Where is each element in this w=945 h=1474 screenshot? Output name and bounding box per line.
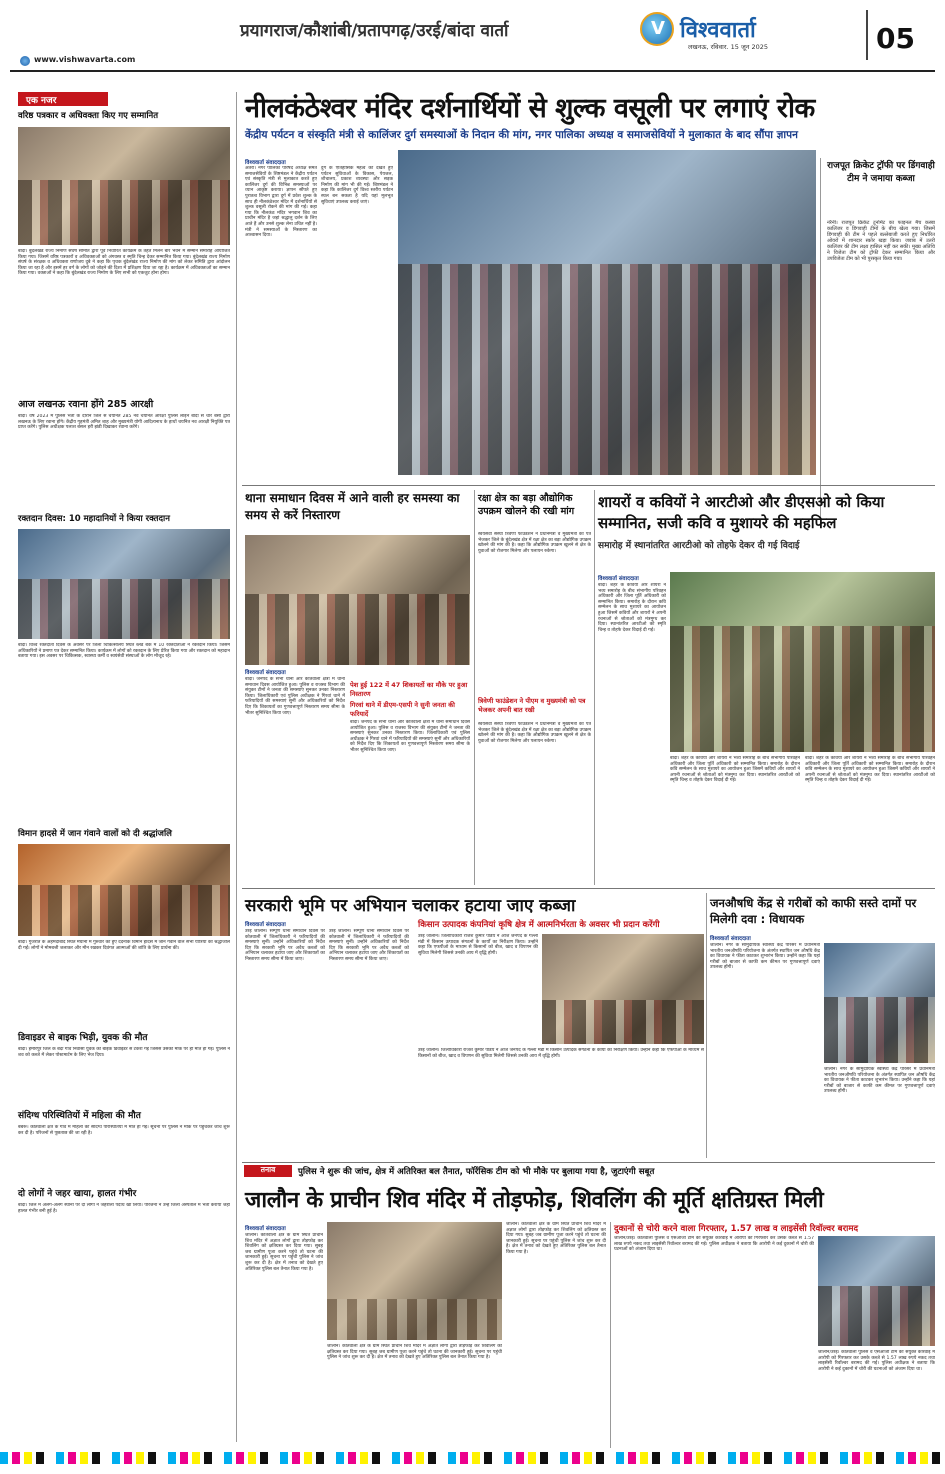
masthead [0,0,945,72]
poets-byline: विश्ववार्ता संवाददाता [598,576,639,582]
left-t4: बांदा। गुजरात के अहमदाबाद स्थित मेघानी में गुरुवार को हुए दर्दनाक विमान हादसे में जान गंवाने वाले सभी यात्रियों को श्रद्धांजलि दी गई। लोगों ने मोमबत्ती जलाकर और मौन रखकर दिवंगत आत्माओं की शांति के लिए प्रार्थना की। [18,940,230,951]
press-award-photo [18,127,230,245]
left-t2: बांदा। वर्ष 2023 में पुलिस भर्ती के दौरान जिले से चयनित 285 नव चयनित आरक्षी पुलिस लाइन बांदा से चार बसों द्वारा लखनऊ के लिए रवाना होंगे। केंद्रीय गृहमंत्री अमित शाह और मुख्यमंत्री योगी आदित्यनाथ के हाथों चयनित नव आरक्षी नियुक्ति पत्र प्राप्त करेंगे। पुलिस अधीक्षक पलाश बंसल हरी झंडी दिखाकर रवाना करेंगे। [18,414,230,431]
brand-name: विश्ववार्ता [680,18,756,43]
cricket-body: नरैनी। राजपूत क्रिकेट टूर्नामेंट का फाइनल मैच कस्बा कालिंजर व डिंगवाही टीमों के बीच खेला गया। जिसमें डिंगवाही की टीम ने पहले बल्लेबाजी करते हुए निर्धारित ओवरों में शानदार स्कोर खड़ा किया। जवाब में उतरी कालिंजर की टीम लक्ष्य हासिल नहीं कर सकी। मुख्य अतिथि ने विजेता टीम को ट्रॉफी देकर सम्मानित किया और उपविजेता टीम को भी पुरस्कृत किया गया। [827,220,935,262]
place-date: लखनऊ, रविवार. 15 जून 2025 [688,43,768,51]
brand-logo-icon: V [640,12,674,46]
encroach-body-2: उरई जालौन। सम्पूर्ण थाना समाधान दिवस पर कोतवाली में जिलाधिकारी ने फरियादियों की समस्याएं सुनीं। उन्होंने अधिकारियों को निर्देश दिए कि सरकारी भूमि पर अवैध कब्जों को अभियान चलाकर हटाया जाए और शिकायतों का निस्तारण समय सीमा में किया जाए। [329,929,409,962]
theft-headline: दुकानों से चोरी करने वाला गिरफ्तार, 1.57 लाख व लाइसेंसी रिवॉल्वर बरामद [614,1224,859,1234]
thana-byline: विश्ववार्ता संवाददाता [245,670,286,676]
jan-body-2: जालौन। नगर के सामुदायिक स्वास्थ्य केंद्र परिसर में प्रधानमंत्री भारतीय जनऔषधि परियोजना के अंतर्गत स्थापित जन औषधि केंद्र का विधायक ने फीता काटकर शुभारंभ किया। उन्होंने कहा कि यहां गरीबों को बाजार से काफी कम कीमत पर गुणवत्तापूर्ण दवाएं उपलब्ध होंगी। [824,1067,935,1095]
globe-icon [20,56,30,66]
left-t7: बांदा। जिले में अलग-अलग स्थानों पर दो लोगों ने जहरीला पदार्थ खा लिया। परिजनों ने उन्हें जिला अस्पताल में भर्ती कराया जहां हालत गंभीर बनी हुई है। [18,1203,230,1214]
temple-body-3: जालौन। कोतवाली क्षेत्र के ग्राम स्थित प्राचीन शिव मंदिर में अज्ञात लोगों द्वारा तोड़फोड़ कर शिवलिंग को क्षतिग्रस्त कर दिया गया। सुबह जब ग्रामीण पूजा करने पहुंचे तो घटना की जानकारी हुई। सूचना पर पहुंची पुलिस ने जांच शुरू कर दी है। क्षेत्र में तनाव को देखते हुए अतिरिक्त पुलिस बल तैनात किया गया है। [506,1222,606,1255]
temple-kicker-bar [242,1162,935,1178]
poets-subhead: समारोह में स्थानांतरित आरटीओ को तोहफे देकर दी गई विदाई [598,541,800,551]
industry-body: स्वयंसेवी संस्था त्रिवेणी फाउंडेशन ने प्रधानमंत्री व मुख्यमंत्री को पत्र भेजकर जिले के बुंदेलखंड क्षेत्र में रक्षा क्षेत्र का बड़ा औद्योगिक उपक्रम खोलने की मांग की है। कहा कि औद्योगिक उपक्रम खुलने से क्षेत्र के युवाओं को रोजगार मिलेगा और पलायन रुकेगा। [478,532,591,554]
website-url[interactable]: www.vishwavarta.com [34,55,136,64]
poets-body-2: बांदा। शहर के कवियों और शायरों ने भव्य समारोह के बीच संभागीय परिवहन अधिकारी और जिला पूर्ति अधिकारी को सम्मानित किया। समारोह के दौरान कवि सम्मेलन के साथ मुशायरे का आयोजन हुआ जिसमें कवियों और शायरों ने अपनी रचनाओं से श्रोताओं को मंत्रमुग्ध कर दिया। स्थानांतरित आरटीओ को स्मृति चिन्ह व तोहफे देकर विदाई दी गई। [670,756,800,784]
encroach-body: उरई जालौन। सम्पूर्ण थाना समाधान दिवस पर कोतवाली में जिलाधिकारी ने फरियादियों की समस्याएं सुनीं। उन्होंने अधिकारियों को निर्देश दिए कि सरकारी भूमि पर अवैध कब्जों को अभियान चलाकर हटाया जाए और शिकायतों का निस्तारण समय सीमा में किया जाए। [245,929,325,962]
poets-body: बांदा। शहर के कवियों और शायरों ने भव्य समारोह के बीच संभागीय परिवहन अधिकारी और जिला पूर्ति अधिकारी को सम्मानित किया। समारोह के दौरान कवि सम्मेलन के साथ मुशायरे का आयोजन हुआ जिसमें कवियों और शायरों ने अपनी रचनाओं से श्रोताओं को मंत्रमुग्ध कर दिया। स्थानांतरित आरटीओ को स्मृति चिन्ह व तोहफे देकर विदाई दी गई। [598,583,666,633]
industry-headline: रक्षा क्षेत्र का बड़ा औद्योगिक उपक्रम खोलने की रखी मांग [478,493,575,517]
lead-body-2: दुर्ग के ऐतिहासिक महत्व को देखते हुए पर्यटन सुविधाओं के विकास, पेयजल, शौचालय, प्रकाश व्यवस्था और सड़क निर्माण की मांग भी की गई। शिष्टमंडल ने कहा कि कालिंजर दुर्ग विश्व स्तरीय पर्यटन स्थल बन सकता है यदि यहां मूलभूत सुविधाएं उपलब्ध कराई जाएं। [321,166,393,205]
left-column [18,92,230,1447]
lead-headline: नीलकंठेश्वर मंदिर दर्शनार्थियों से शुल्क वसूली पर लगाएं रोक [245,93,815,124]
left-h4: विमान हादसे में जान गंवाने वालों को दी श्रद्धांजलि [18,829,172,839]
industry-body-2: स्वयंसेवी संस्था त्रिवेणी फाउंडेशन ने प्रधानमंत्री व मुख्यमंत्री को पत्र भेजकर जिले के बुंदेलखंड क्षेत्र में रक्षा क्षेत्र का बड़ा औद्योगिक उपक्रम खोलने की मांग की है। कहा कि औद्योगिक उपक्रम खुलने से क्षेत्र के युवाओं को रोजगार मिलेगा और पलायन रुकेगा। [478,722,591,744]
farmers-body-2: उरई जालौन। जिलाधिकारी राजेश कुमार पांडेय ने आज जनपद के गल्ला मंडी में किसान उत्पादक संगठनों के कार्यों का निरीक्षण किया। उन्होंने कहा कि एफपीओ के माध्यम से किसानों को बीज, खाद व विपणन की सुविधा मिलेगी जिससे उनकी आय में वृद्धि होगी। [418,1048,704,1059]
mid-rule [242,888,935,889]
left-h7: दो लोगों ने जहर खाया, हालत गंभीर [18,1189,137,1199]
lead-byline: विश्ववार्ता संवाददाता [245,160,286,166]
jan-body: जालौन। नगर के सामुदायिक स्वास्थ्य केंद्र परिसर में प्रधानमंत्री भारतीय जनऔषधि परियोजना के अंतर्गत स्थापित जन औषधि केंद्र का विधायक ने फीता काटकर शुभारंभ किया। उन्होंने कहा कि यहां गरीबों को बाजार से काफी कम कीमत पर गुणवत्तापूर्ण दवाएं उपलब्ध होंगी। [710,943,820,971]
left-h5: डिवाइडर से बाइक भिड़ी, युवक की मौत [18,1033,148,1043]
jan-photo [824,943,935,1063]
lead-bottom-rule [242,485,935,486]
left-column-divider [236,92,237,1442]
thana-photo [245,535,470,665]
lead-body-1: अतर्रा। नगर पालिका परिषद अध्यक्ष समेत समाजसेवियों के शिष्टमंडल ने केंद्रीय पर्यटन एवं संस्कृति मंत्री से मुलाकात करते हुए कालिंजर दुर्ग की विभिन्न समस्याओं पर ध्यान आकृष्ट कराया। ज्ञापन सौंपते हुए पुरातत्व विभाग द्वारा दुर्ग में प्रवेश शुल्क के साथ ही नीलकंठेश्वर मंदिर में दर्शनार्थियों से शुल्क वसूली रोकने की मांग की गई। कहा गया कि नीलकंठ मंदिर भगवान शिव का प्राचीन मंदिर है जहां श्रद्धालु दर्शन के लिए आते हैं और उनसे शुल्क लेना उचित नहीं है। मंत्री ने समस्याओं के निस्तारण का आश्वासन दिया। [245,166,317,239]
encroach-headline: सरकारी भूमि पर अभियान चलाकर हटाया जाए कब्जा [245,896,576,916]
left-t1: बांदा। बुंदेलखंड राज्य निर्माण संघर्ष समिति द्वारा पूर्व निर्धारित कार्यक्रम के तहत मिलन बार भवन में सम्मान समारोह आयोजित किया गया। जिसमें वरिष्ठ पत्रकारों व अधिवक्ताओं को अंगवस्त्र व स्मृति चिन्ह देकर सम्मानित किया गया। बुंदेलखंड राज्य निर्माण संघर्ष के संरक्षक व अधिवक्ता राणोजय दुबे ने कहा कि पृथक बुंदेलखंड राज्य निर्माण की मांग को लेकर समिति द्वारा आंदोलन किया जा रहा है और इसमें हर वर्ग के लोगों को जोड़ने की दिशा में प्रशिक्षण दिया जा रहा है। कार्यक्रम में अधिवक्ताओं का सम्मान किया गया। वक्ताओं ने कहा कि बुंदेलखंड राज्य निर्माण के लिए सभी को एकजुट होना होगा। [18,249,230,277]
theft-photo [818,1236,935,1346]
temple-tag: तनाव [244,1165,292,1177]
left-t3: बांदा। विश्व रक्तदाता दिवस के अवसर पर जिला चिकित्सालय स्थित ब्लड बैंक में 10 रक्तदाताओं ने रक्तदान किया। जिसमें अधिकारियों ने प्रमाण पत्र देकर सम्मानित किया। कार्यक्रम में लोगों को रक्तदान के लिए प्रेरित किया गया और रक्तदान को महादान बताया गया। इस अवसर पर चिकित्सक, स्वास्थ्य कर्मी व स्वयंसेवी संस्थाओं के लोग मौजूद रहे। [18,643,230,660]
masthead-rule [10,70,935,72]
thana-pull-1: पेश हुई 122 में 47 शिकायतों का मौके पर हुआ निस्तारण [350,681,468,698]
col-divider-mid [474,490,475,885]
section-label: एक नजर [18,92,108,106]
tribute-photo [18,844,230,936]
left-h2: आज लखनऊ रवाना होंगे 285 आरक्षी [18,399,154,410]
theft-body-2: जालौन/उरई। कोतवाली पुलिस व एसओजी टीम की संयुक्त कार्रवाई में आरोपी को गिरफ्तार कर उसके कब्जे से 1.57 लाख रुपये नकद तथा लाइसेंसी रिवॉल्वर बरामद की गई। पुलिस अधीक्षक ने बताया कि आरोपी ने कई दुकानों में चोरी की घटनाओं को अंजाम दिया था। [818,1350,935,1372]
temple-body: जालौन। कोतवाली क्षेत्र के ग्राम स्थित प्राचीन शिव मंदिर में अज्ञात लोगों द्वारा तोड़फोड़ कर शिवलिंग को क्षतिग्रस्त कर दिया गया। सुबह जब ग्रामीण पूजा करने पहुंचे तो घटना की जानकारी हुई। सूचना पर पहुंची पुलिस ने जांच शुरू कर दी है। क्षेत्र में तनाव को देखते हुए अतिरिक्त पुलिस बल तैनात किया गया है। [245,1233,323,1272]
poets-photo [670,572,935,752]
left-h3: रक्तदान दिवस: 10 महादानियों ने किया रक्तदान [18,514,170,524]
farmers-headline: किसान उत्पादक कंपनियां कृषि क्षेत्र में आत्मनिर्भरता के अवसर भी प्रदान करेंगी [418,920,660,930]
farmers-photo [542,934,704,1044]
temple-byline: विश्ववार्ता संवाददाता [245,1226,286,1232]
cricket-headline: राजपूत क्रिकेट ट्रॉफी पर डिंगवाही टीम ने जमाया कब्जा [827,161,935,184]
left-t6: बबेरू। कोतवाली क्षेत्र के गांव में महिला की संदिग्ध परिस्थितियों में मौत हो गई। सूचना पर पुलिस ने मौके पर पहुंचकर जांच शुरू कर दी है। परिजनों से पूछताछ की जा रही है। [18,1125,230,1136]
poets-body-3: बांदा। शहर के कवियों और शायरों ने भव्य समारोह के बीच संभागीय परिवहन अधिकारी और जिला पूर्ति अधिकारी को सम्मानित किया। समारोह के दौरान कवि सम्मेलन के साथ मुशायरे का आयोजन हुआ जिसमें कवियों और शायरों ने अपनी रचनाओं से श्रोताओं को मंत्रमुग्ध कर दिया। स्थानांतरित आरटीओ को स्मृति चिन्ह व तोहफे देकर विदाई दी गई। [805,756,935,784]
encroach-byline: विश्ववार्ता संवाददाता [245,922,286,928]
temple-photo [327,1222,502,1340]
theft-body: जालौन/उरई। कोतवाली पुलिस व एसओजी टीम की संयुक्त कार्रवाई में आरोपी को गिरफ्तार कर उसके कब्जे से 1.57 लाख रुपये नकद तथा लाइसेंसी रिवॉल्वर बरामद की गई। पुलिस अधीक्षक ने बताया कि आरोपी ने कई दुकानों में चोरी की घटनाओं को अंजाम दिया था। [614,1236,814,1253]
left-t5: बांदा। हमीरपुर जिले के बेंदा गांव निवासी युवक की बाइक डिवाइडर से टकरा गई जिससे उसकी मौके पर ही मौत हो गई। पुलिस ने शव को कब्जे में लेकर पोस्टमार्टम के लिए भेज दिया। [18,1047,230,1058]
farmers-body: उरई जालौन। जिलाधिकारी राजेश कुमार पांडेय ने आज जनपद के गल्ला मंडी में किसान उत्पादक संगठनों के कार्यों का निरीक्षण किया। उन्होंने कहा कि एफपीओ के माध्यम से किसानों को बीज, खाद व विपणन की सुविधा मिलेगी जिससे उनकी आय में वृद्धि होगी। [418,934,538,956]
lead-meeting-photo [398,150,816,475]
thana-body-2: बांदा। जनपद के सभी थानों और कोतवाली क्षेत्रों में थाना समाधान दिवस आयोजित हुआ। पुलिस व राजस्व विभाग की संयुक्त टीमों ने जनता की समस्याएं सुनकर उनका निस्तारण किया। जिलाधिकारी एवं पुलिस अधीक्षक ने गिरवां थाने में फरियादियों की समस्याएं सुनीं और अधिकारियों को निर्देश दिए कि शिकायतों का गुणवत्तापूर्ण निस्तारण समय सीमा के भीतर सुनिश्चित किया जाए। [350,720,470,753]
col-divider-jan [706,893,707,1158]
jan-byline: विश्ववार्ता संवाददाता [710,936,751,942]
cricket-box [820,158,935,518]
col-divider-theft [610,1222,611,1448]
industry-pull: त्रिवेणी फाउंडेशन ने पीएम व मुख्यमंत्री को पत्र भेजकर अपनी बात रखी [478,697,586,714]
temple-headline: जालौन के प्राचीन शिव मंदिर में तोड़फोड़, शिवलिंग की मूर्ति क्षतिग्रस्त मिली [245,1188,824,1213]
thana-headline: थाना समाधान दिवस में आने वाली हर समस्या का समय से करें निस्तारण [245,491,460,522]
col-divider-poets [594,490,595,885]
page-number: 05 [876,22,915,55]
jan-headline: जनऔषधि केंद्र से गरीबों को काफी सस्ते दामों पर मिलेगी दवा : विधायक [710,896,917,926]
edition-title: प्रयागराज/कौशांबी/प्रतापगढ़/उरई/बांदा वार्ता [240,21,509,41]
poets-headline: शायरों व कवियों ने आरटीओ और डीएसओ को किया सम्मानित, सजी कवि व मुशायरे की महफिल [598,493,885,532]
color-registration-bar [0,1452,945,1464]
left-h1: वरिष्ठ पत्रकार व अधिवक्ता किए गए सम्मानित [18,111,159,121]
left-h6: संदिग्ध परिस्थितियों में महिला की मौत [18,1111,141,1121]
blood-donation-photo [18,529,230,639]
thana-pull-2: गिरवां थाने में डीएम-एसपी ने सुनी जनता की फरियादें [350,701,455,718]
thana-body: बांदा। जनपद के सभी थानों और कोतवाली क्षेत्रों में थाना समाधान दिवस आयोजित हुआ। पुलिस व राजस्व विभाग की संयुक्त टीमों ने जनता की समस्याएं सुनकर उनका निस्तारण किया। जिलाधिकारी एवं पुलिस अधीक्षक ने गिरवां थाने में फरियादियों की समस्याएं सुनीं और अधिकारियों को निर्देश दिए कि शिकायतों का गुणवत्तापूर्ण निस्तारण समय सीमा के भीतर सुनिश्चित किया जाए। [245,677,345,716]
header-divider [866,10,868,60]
lead-subhead: केंद्रीय पर्यटन व संस्कृति मंत्री से कालिंजर दुर्ग समस्याओं के निदान की मांग, नगर पालिका अध्यक्ष व समाजसेवियों ने मुलाकात के बाद सौंपा ज्ञापन [245,129,798,141]
temple-kicker: पुलिस ने शुरू की जांच, क्षेत्र में अतिरिक्त बल तैनात, फॉरेंसिक टीम को भी मौके पर बुलाया गया है, जुटाएंगी सबूत [298,1167,655,1177]
temple-body-2: जालौन। कोतवाली क्षेत्र के ग्राम स्थित प्राचीन शिव मंदिर में अज्ञात लोगों द्वारा तोड़फोड़ कर शिवलिंग को क्षतिग्रस्त कर दिया गया। सुबह जब ग्रामीण पूजा करने पहुंचे तो घटना की जानकारी हुई। सूचना पर पहुंची पुलिस ने जांच शुरू कर दी है। क्षेत्र में तनाव को देखते हुए अतिरिक्त पुलिस बल तैनात किया गया है। [327,1344,502,1361]
